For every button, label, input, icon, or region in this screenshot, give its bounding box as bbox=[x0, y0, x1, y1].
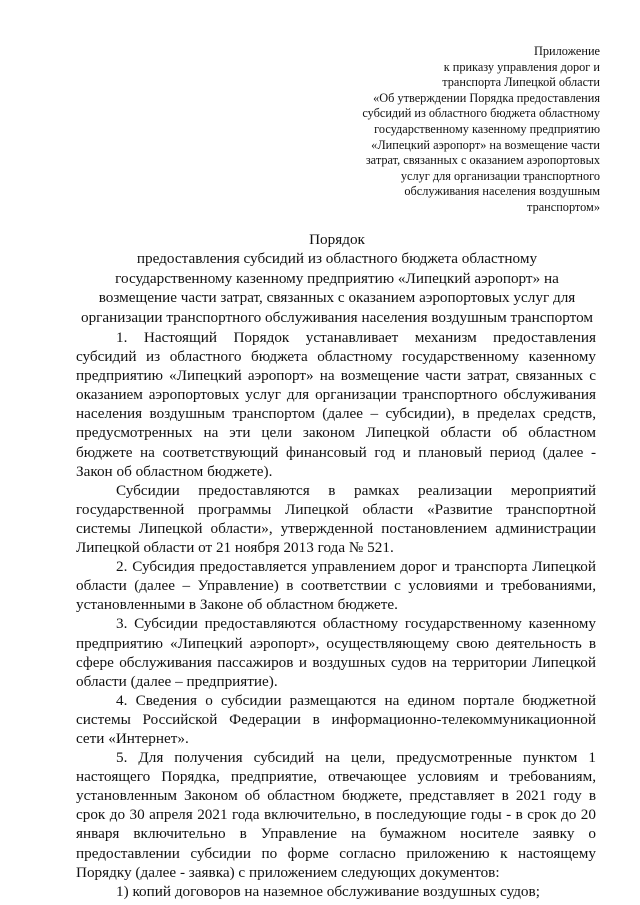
appendix-line: субсидий из областного бюджета областному bbox=[362, 106, 600, 121]
appendix-line: транспорта Липецкой области bbox=[442, 75, 600, 90]
appendix-line: к приказу управления дорог и bbox=[443, 59, 600, 74]
title-line: организации транспортного обслуживания населения воздушным транспортом bbox=[80, 308, 593, 326]
appendix-line: услуг для организации транспортного bbox=[400, 168, 600, 183]
appendix-line: Приложение bbox=[534, 44, 600, 58]
appendix-line: обслуживания населения воздушным bbox=[404, 184, 600, 199]
title-line: государственному казенному предприятию «Липецкий аэропорт» на bbox=[115, 269, 559, 287]
appendix-line: «Липецкий аэропорт» на возмещение части bbox=[371, 137, 600, 152]
appendix-line: государственному казенному предприятию bbox=[374, 121, 600, 136]
title-line: возмещение части затрат, связанных с оказанием аэропортовых услуг для bbox=[98, 289, 576, 307]
appendix-line: затрат, связанных с оказанием аэропортовых bbox=[365, 153, 600, 168]
appendix-header bbox=[300, 44, 600, 216]
paragraph-4: 4. Сведения о субсидии размещаются на едином портале бюджетной системы Российской Федерации в информационно-телекоммуникационной сети «Интернет». bbox=[76, 691, 596, 747]
paragraph-1: 1. Настоящий Порядок устанавливает механизм предоставления субсидий из областного бюджета областному государственному казенному предприятию «Липецкий аэропорт» на возмещение части затрат, связанных с оказанием аэропортовых услуг для организации транспортного обслуживания населения воздушным транспортом (далее – субсидии), в пределах средств, предусмотренных на эти цели законом Липецкой области об областном бюджете на соответствующий финансовый год и плановый период (далее - Закон об областном бюджете). bbox=[76, 329, 596, 480]
appendix-line: «Об утверждении Порядка предоставления bbox=[373, 90, 600, 105]
paragraph-5: 5. Для получения субсидий на цели, предусмотренные пунктом 1 настоящего Порядка, предприятие, отвечающее условиям и требованиям, установленным Законом об областном бюджете, представляет в 2021 году в срок до 30 апреля 2021 года включительно, в последующие годы - в срок до 20 января включительно в Управление на бумажном носителе заявку о предоставлении субсидии по форме согласно приложению к настоящему Порядку (далее - заявка) с приложением следующих документов: bbox=[76, 749, 596, 881]
title-line: предоставления субсидий из областного бюджета областному bbox=[136, 250, 538, 268]
title-heading: Порядок bbox=[309, 231, 365, 248]
paragraph-2: 2. Субсидия предоставляется управлением дорог и транспорта Липецкой области (далее – Управление) в соответствии с условиями и требованиями, установленными в Законе об областном бюджете. bbox=[76, 558, 596, 614]
paragraph-3: 3. Субсидии предоставляются областному государственному казенному предприятию «Липецкий аэропорт», осуществляющему свою деятельность в сфере обслуживания пассажиров и воздушных судов на территории Липецкой области (далее – предприятие). bbox=[76, 615, 596, 690]
appendix-line: транспортом» bbox=[527, 199, 600, 214]
document-title bbox=[72, 230, 602, 327]
document-body bbox=[76, 328, 596, 901]
paragraph-1-program: Субсидии предоставляются в рамках реализации мероприятий государственной программы Липецкой области «Развитие транспортной системы Липецкой области», утвержденной постановлением администрации Липецкой области от 21 ноября 2013 года № 521. bbox=[76, 481, 596, 557]
paragraph-5-item-1: 1) копий договоров на наземное обслуживание воздушных судов; bbox=[116, 882, 540, 900]
